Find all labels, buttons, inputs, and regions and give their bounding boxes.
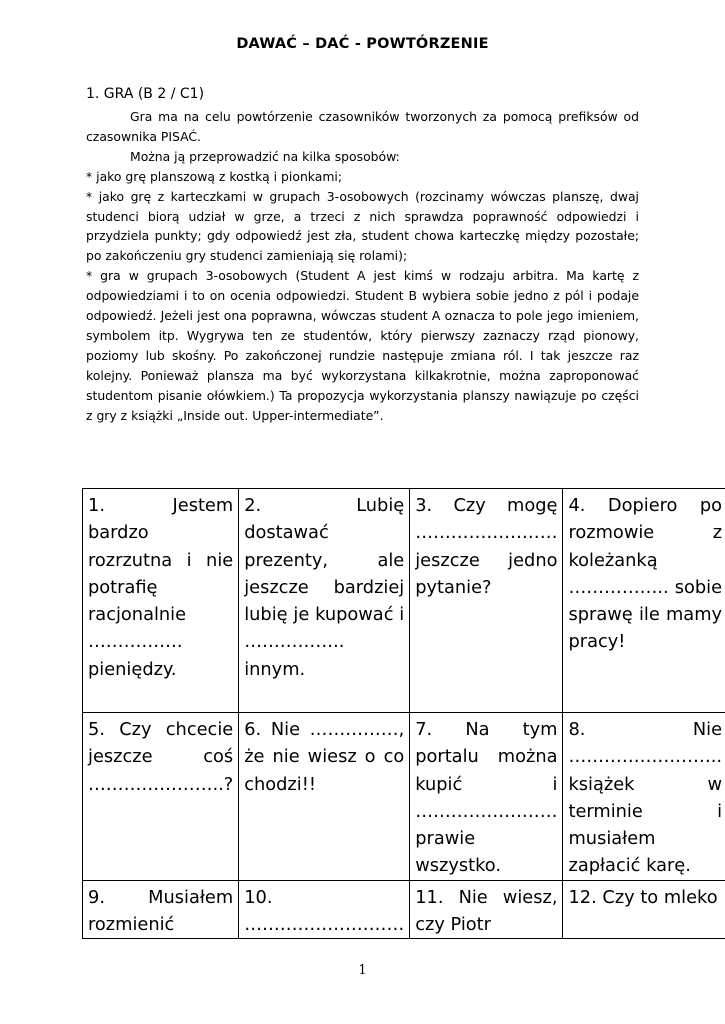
page-title: DAWAĆ – DAĆ - POWTÓRZENIE xyxy=(236,36,489,52)
board-row xyxy=(83,489,725,713)
board-cell-9: 9. Musiałem rozmienić xyxy=(83,880,239,939)
intro-paragraph: Gra ma na celu powtórzenie czasowników tworzonych za pomocą prefiksów od czasownika PISAĆ. xyxy=(86,109,639,144)
intro-text xyxy=(86,107,639,426)
intro-bullet: * jako grę z karteczkami w grupach 3-osobowych (rozcinamy wówczas planszę, dwaj studenci biorą udział w grze, a trzeci z nich sprawdza poprawność odpowiedzi i przydziela punkty; gdy odpowiedź jest zła, student chowa karteczkę między pozostałe; po zakończeniu gry studenci zamieniają się rolami); xyxy=(86,188,639,264)
board-cell-4: 4. Dopiero po rozmowie z koleżanką …………….. sobie sprawę ile mamy pracy! xyxy=(563,489,725,713)
board-cell-12: 12. Czy to mleko xyxy=(563,880,725,939)
board-cell-1: 1. Jestem bardzo rozrzutna i nie potrafię racjonalnie ……………. pieniędzy. xyxy=(83,489,239,713)
board-row xyxy=(83,713,725,881)
board-cell-6: 6. Nie ……………, że nie wiesz o co chodzi!! xyxy=(239,713,410,881)
board-cell-5: 5. Czy chcecie jeszcze coś …………………..? xyxy=(83,713,239,881)
board-cell-7: 7. Na tym portalu można kupić i …………………… prawie wszystko. xyxy=(410,713,563,881)
board-cell-10: 10. ……………………… xyxy=(239,880,410,939)
board-cell-3: 3. Czy mogę …………………… jeszcze jedno pytanie? xyxy=(410,489,563,713)
board-row xyxy=(83,880,725,939)
page-number: 1 xyxy=(358,963,367,978)
section-heading: 1. GRA (B 2 / C1) xyxy=(86,86,205,102)
intro-paragraph: Można ją przeprowadzić na kilka sposobów: xyxy=(130,148,400,164)
board-cell-11: 11. Nie wiesz, czy Piotr xyxy=(410,880,563,939)
intro-bullet: * gra w grupach 3-osobowych (Student A jest kimś w rodzaju arbitra. Ma kartę z odpowiedziami i to on ocenia odpowiedzi. Student B wybiera sobie jedno z pól i podaje odpowiedź. Jeżeli jest ona poprawna, wówczas student A oznacza to pole jego imieniem, symbolem itp. Wygrywa ten ze studentów, który pierwszy zaznaczy rząd pionowy, poziomy lub skośny. Po zakończonej rundzie następuje zmiana ról. I tak jeszcze raz kolejny. Ponieważ plansza ma być wykorzystana kilkakrotnie, można zaproponować studentom pisanie ołówkiem.) Ta propozycja wykorzystania planszy nawiązuje po części z gry z książki „Inside out. Upper-intermediate”. xyxy=(86,268,639,423)
intro-bullet: * jako grę planszową z kostką i pionkami; xyxy=(86,168,343,184)
board-cell-2: 2. Lubię dostawać prezenty, ale jeszcze bardziej lubię je kupować i …………….. innym. xyxy=(239,489,410,713)
board-cell-8: 8. Nie …………………….. książek w terminie i musiałem zapłacić karę. xyxy=(563,713,725,881)
game-board xyxy=(82,488,725,939)
